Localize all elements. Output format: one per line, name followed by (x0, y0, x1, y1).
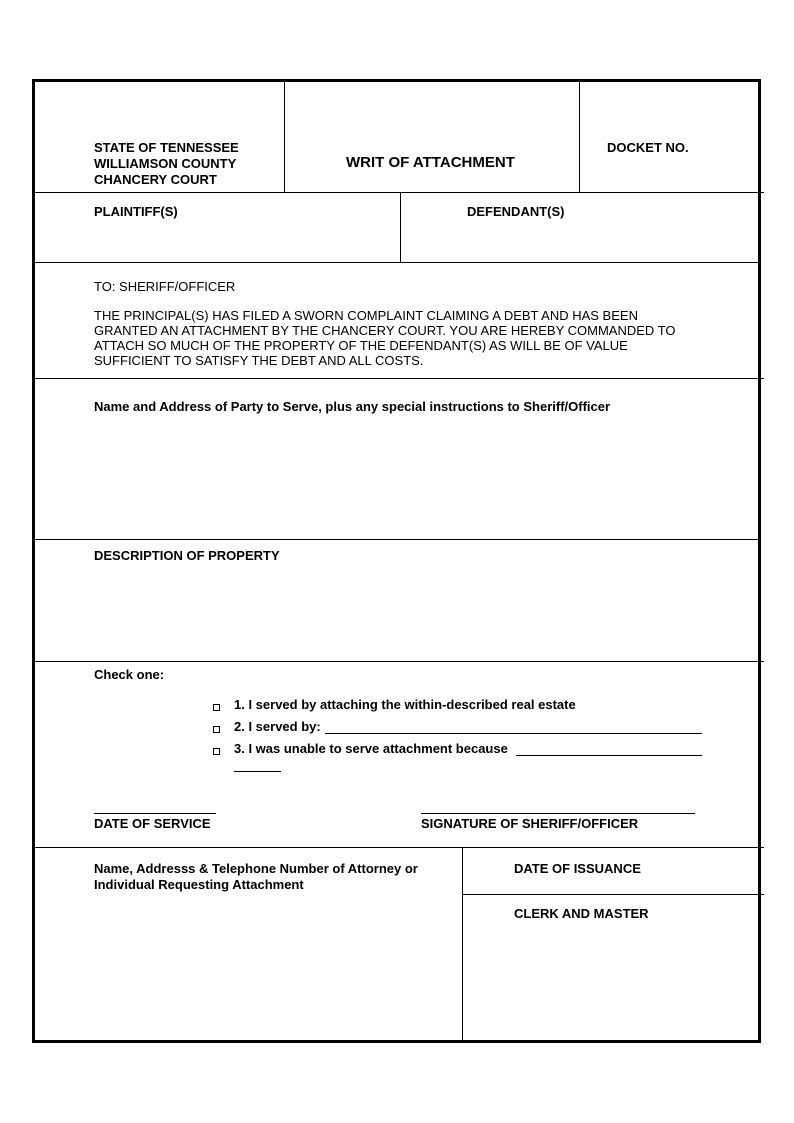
header-divider-right (579, 82, 580, 192)
command-line-1: THE PRINCIPAL(S) HAS FILED A SWORN COMPLAINT CLAIMING A DEBT AND HAS BEEN (94, 308, 638, 323)
parties-divider (400, 192, 401, 262)
option-3-checkbox[interactable] (213, 748, 220, 755)
command-line-4: SUFFICIENT TO SATISFY THE DEBT AND ALL COSTS. (94, 353, 424, 368)
county-label: WILLIAMSON COUNTY (94, 156, 237, 171)
option-2-checkbox[interactable] (213, 726, 220, 733)
parties-bottom-rule (35, 262, 758, 263)
unable-reason-line[interactable] (516, 755, 702, 756)
header-divider-left (284, 82, 285, 192)
option-3-label: 3. I was unable to serve attachment because (234, 741, 508, 756)
court-label: CHANCERY COURT (94, 172, 217, 187)
check-one-label: Check one: (94, 667, 165, 682)
docket-label: DOCKET NO. (607, 140, 689, 155)
signature-label: SIGNATURE OF SHERIFF/OFFICER (421, 816, 639, 831)
served-by-line[interactable] (325, 733, 702, 734)
date-of-issuance-label: DATE OF ISSUANCE (514, 861, 641, 876)
state-label: STATE OF TENNESSEE (94, 140, 239, 155)
option-1-label: 1. I served by attaching the within-described real estate (234, 697, 576, 712)
document-title: WRIT OF ATTACHMENT (346, 154, 515, 171)
command-line-2: GRANTED AN ATTACHMENT BY THE CHANCERY COURT. YOU ARE HEREBY COMMANDED TO (94, 323, 676, 338)
option-2-label: 2. I served by: (234, 719, 321, 734)
property-label: DESCRIPTION OF PROPERTY (94, 548, 280, 563)
plaintiff-label: PLAINTIFF(S) (94, 204, 178, 219)
clerk-label: CLERK AND MASTER (514, 906, 649, 921)
attorney-label-1: Name, Addresss & Telephone Number of Attorney or (94, 861, 418, 876)
attorney-label-2: Individual Requesting Attachment (94, 877, 304, 892)
signature-line[interactable] (421, 813, 695, 814)
option-1-checkbox[interactable] (213, 704, 220, 711)
command-bottom-rule (35, 378, 764, 379)
date-of-service-label: DATE OF SERVICE (94, 816, 211, 831)
footer-divider (462, 847, 463, 1040)
unable-reason-line-continued[interactable] (234, 771, 281, 772)
serve-bottom-rule (35, 539, 758, 540)
command-line-3: ATTACH SO MUCH OF THE PROPERTY OF THE DEFENDANT(S) AS WILL BE OF VALUE (94, 338, 628, 353)
writ-form (32, 79, 761, 1043)
issuance-bottom-rule (462, 894, 764, 895)
property-bottom-rule (35, 661, 764, 662)
defendant-label: DEFENDANT(S) (467, 204, 565, 219)
return-bottom-rule (35, 847, 764, 848)
to-line: TO: SHERIFF/OFFICER (94, 279, 236, 294)
serve-label: Name and Address of Party to Serve, plus any special instructions to Sheriff/Officer (94, 399, 611, 414)
date-of-service-line[interactable] (94, 813, 216, 814)
